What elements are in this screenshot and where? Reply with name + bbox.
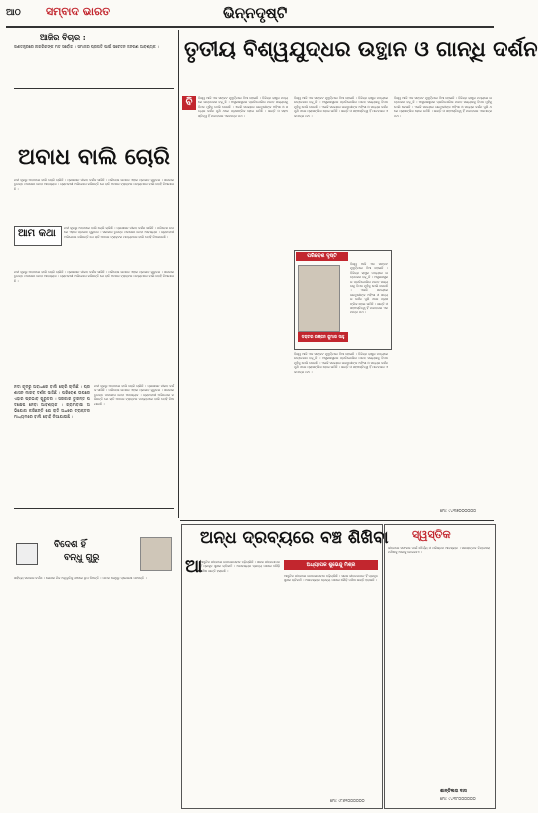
main-col-1: ବିଶ୍ୱ ଆଜି ଏକ ସଙ୍କଟ ମୁହୂର୍ତ୍ତରେ ଠିଆ ହୋଇଛି । ବିଭିନ୍ନ ରାଷ୍ଟ୍ର ମଧ୍ୟରେ ଉତ୍ତେଜନା ବଢ଼ୁଛି । ଅସ୍ତ୍ରଶସ୍ତ୍ରର ପ୍ରତିଯୋଗିତା ମାନବ ସଭ୍ୟତାକୁ ବିପଦ ମୁହଁକୁ ଠେଲି ଦେଉଛି । ଏଭଳି ସମୟରେ ଗାନ୍ଧିଜୀଙ୍କ ଅହିଂସା ଓ ସତ୍ୟର ଦର୍ଶନ ପୁଣି ଥରେ ପ୍ରାସଙ୍ଗିକ ହୋଇ ଉଠିଛି । ଶାନ୍ତି ଓ ସହଅସ୍ତିତ୍ୱ ହିଁ ମାନବତାର ଏକମାତ୍ର ପଥ । — [198, 96, 288, 118]
column-title-1: ବିଦେଶ ହିଁ — [54, 540, 86, 550]
column-title-2: ବନ୍ଧୁ ଗୁରୁ — [64, 553, 100, 563]
column-divider — [178, 30, 179, 518]
main-col-2-top: ବିଶ୍ୱ ଆଜି ଏକ ସଙ୍କଟ ମୁହୂର୍ତ୍ତରେ ଠିଆ ହୋଇଛି । ବିଭିନ୍ନ ରାଷ୍ଟ୍ର ମଧ୍ୟରେ ଉତ୍ତେଜନା ବଢ଼ୁଛି । ଅସ୍ତ୍ରଶସ୍ତ୍ରର ପ୍ରତିଯୋଗିତା ମାନବ ସଭ୍ୟତାକୁ ବିପଦ ମୁହଁକୁ ଠେଲି ଦେଉଛି । ଏଭଳି ସମୟରେ ଗାନ୍ଧିଜୀଙ୍କ ଅହିଂସା ଓ ସତ୍ୟର ଦର୍ଶନ ପୁଣି ଥରେ ପ୍ରାସଙ୍ଗିକ ହୋଇ ଉଠିଛି । ଶାନ୍ତି ଓ ସହଅସ୍ତିତ୍ୱ ହିଁ ମାନବତାର ଏକମାତ୍ର ପଥ । — [294, 96, 388, 118]
editorial-body-mid: ନଦୀ କୂଳରୁ ଅବାଧରେ ବାଲି ଚୋରି ଚାଲିଛି । ପ୍ରଶାସନ ନୀରବ ଦର୍ଶକ ସାଜିଛି । ପରିବେଶ ଉପରେ ଏହାର ପ୍ରଭାବ ଗୁରୁତର । ସରକାର ତୁରନ୍ତ ପଦକ୍ଷେପ ନେବା ଆବଶ୍ୟକ । ଗ୍ରାମବାସୀ ଅଭିଯୋଗ କରିଛନ୍ତି ଯେ ରାତି ଅଧରେ ଟ୍ରାକ୍ଟର ମାଧ୍ୟମରେ ବାଲି ବୋହି ନିଆଯାଉଛି । — [64, 226, 174, 239]
main-dropcap: ବି — [182, 96, 196, 110]
feature-col-1: ଆଧୁନିକ ଜୀବନରେ ଉପଭୋଗବାଦ ବଢ଼ିଚାଲିଛି । ସରଳ ଜୀବନଯାପନ ହିଁ ପ୍ରକୃତ ସୁଖର ଚାବିକାଠି । ଅନାବଶ୍ୟକ ଦ୍ରବ୍ୟ ପଛରେ ଦୌଡ଼ି ମଣିଷ ଶାନ୍ତି ହରାଉଛି । — [200, 560, 280, 573]
editorial-body-bold: ନଦୀ କୂଳରୁ ଅବାଧରେ ବାଲି ଚୋରି ଚାଲିଛି । ପ୍ରଶାସନ ନୀରବ ଦର୍ଶକ ସାଜିଛି । ପରିବେଶ ଉପରେ ଏହାର ପ୍ରଭାବ ଗୁରୁତର । ସରକାର ତୁରନ୍ତ ପଦକ୍ଷେପ ନେବା ଆବଶ୍ୟକ । ଗ୍ରାମବାସୀ ଅଭିଯୋଗ କରିଛନ୍ତି ଯେ ରାତି ଅଧରେ ଟ୍ରାକ୍ଟର ମାଧ୍ୟମରେ ବାଲି ବୋହି ନିଆଯାଉଛି । — [14, 384, 90, 419]
editorial-body-top: ନଦୀ କୂଳରୁ ଅବାଧରେ ବାଲି ଚୋରି ଚାଲିଛି । ପ୍ରଶାସନ ନୀରବ ଦର୍ଶକ ସାଜିଛି । ପରିବେଶ ଉପରେ ଏହାର ପ୍ରଭାବ ଗୁରୁତର । ସରକାର ତୁରନ୍ତ ପଦକ୍ଷେପ ନେବା ଆବଶ୍ୟକ । ଗ୍ରାମବାସୀ ଅଭିଯୋଗ କରିଛନ୍ତି ଯେ ରାତି ଅଧରେ ଟ୍ରାକ୍ଟର ମାଧ୍ୟମରେ ବାଲି ବୋହି ନିଆଯାଉଛି । — [14, 178, 174, 191]
author-label: ପରିବେଶ ଦୃଷ୍ଟି — [296, 252, 348, 261]
author-box-text: ବିଶ୍ୱ ଆଜି ଏକ ସଙ୍କଟ ମୁହୂର୍ତ୍ତରେ ଠିଆ ହୋଇଛି । ବିଭିନ୍ନ ରାଷ୍ଟ୍ର ମଧ୍ୟରେ ଉତ୍ତେଜନା ବଢ଼ୁଛି । ଅସ୍ତ୍ରଶସ୍ତ୍ରର ପ୍ରତିଯୋଗିତା ମାନବ ସଭ୍ୟତାକୁ ବିପଦ ମୁହଁକୁ ଠେଲି ଦେଉଛି । ଏଭଳି ସମୟରେ ଗାନ୍ଧିଜୀଙ୍କ ଅହିଂସା ଓ ସତ୍ୟର ଦର୍ଶନ ପୁଣି ଥରେ ପ୍ରାସଙ୍ଗିକ ହୋଇ ଉଠିଛି । ଶାନ୍ତି ଓ ସହଅସ୍ତିତ୍ୱ ହିଁ ମାନବତାର ଏକମାତ୍ର ପଥ । — [350, 262, 388, 315]
author-photo — [298, 265, 340, 332]
main-col-2-bottom: ବିଶ୍ୱ ଆଜି ଏକ ସଙ୍କଟ ମୁହୂର୍ତ୍ତରେ ଠିଆ ହୋଇଛି । ବିଭିନ୍ନ ରାଷ୍ଟ୍ର ମଧ୍ୟରେ ଉତ୍ତେଜନା ବଢ଼ୁଛି । ଅସ୍ତ୍ରଶସ୍ତ୍ରର ପ୍ରତିଯୋଗିତା ମାନବ ସଭ୍ୟତାକୁ ବିପଦ ମୁହଁକୁ ଠେଲି ଦେଉଛି । ଏଭଳି ସମୟରେ ଗାନ୍ଧିଜୀଙ୍କ ଅହିଂସା ଓ ସତ୍ୟର ଦର୍ଶନ ପୁଣି ଥରେ ପ୍ରାସଙ୍ଗିକ ହୋଇ ଉଠିଛି । ଶାନ୍ତି ଓ ସହଅସ୍ତିତ୍ୱ ହିଁ ମାନବତାର ଏକମାତ୍ର ପଥ । — [294, 352, 388, 374]
main-footer: ମୋ: ୯୪୩୭୦୦୦୦୦୦ — [440, 508, 477, 513]
column-logo — [16, 543, 38, 565]
section-title: ଭିନ୍ନଦୃଷ୍ଟି — [223, 4, 288, 22]
column-author-photo — [140, 537, 172, 571]
editorial-body-right: ନଦୀ କୂଳରୁ ଅବାଧରେ ବାଲି ଚୋରି ଚାଲିଛି । ପ୍ରଶାସନ ନୀରବ ଦର୍ଶକ ସାଜିଛି । ପରିବେଶ ଉପରେ ଏହାର ପ୍ରଭାବ ଗୁରୁତର । ସରକାର ତୁରନ୍ତ ପଦକ୍ଷେପ ନେବା ଆବଶ୍ୟକ । ଗ୍ରାମବାସୀ ଅଭିଯୋଗ କରିଛନ୍ତି ଯେ ରାତି ଅଧରେ ଟ୍ରାକ୍ଟର ମାଧ୍ୟମରେ ବାଲି ବୋହି ନିଆଯାଉଛି । — [94, 384, 174, 406]
main-headline: ତୃତୀୟ ବିଶ୍ୱଯୁଦ୍ଧର ଉତ୍ଥାନ ଓ ଗାନ୍ଧି ଦର୍ଶନ — [184, 36, 538, 61]
column-body: ସାହିତ୍ୟ ସମାଜର ଦର୍ପଣ । ଲେଖକ ନିଜ ଅନୁଭୂତିକୁ ଶବ୍ଦରେ ରୂପ ଦିଅନ୍ତି । ପାଠକ ସେଥିରୁ ପ୍ରେରଣା ପାଆନ୍ତି । — [14, 576, 147, 580]
editorial-subhead: ଆମ କଥା — [18, 228, 56, 239]
sidebar-footer: ମୋ: ୯୪୩୮୦୦୦୦୦୦ — [440, 796, 476, 801]
sidebar-author: ଶାନ୍ତିଲତା ଦାସ — [440, 789, 467, 794]
feature-headline: ଅନ୍ଧ ଦ୍ରବ୍ୟରେ ବଞ୍ଚ ଶିଖିବା — [200, 528, 389, 548]
sidebar-body: ଜୀବନରେ ସଫଳତା ପାଇଁ ଧୈର୍ଯ୍ୟ ଓ ପରିଶ୍ରମ ଆବଶ୍ୟକ । ସକାରାତ୍ମକ ଚିନ୍ତାଧାରା ମଣିଷକୁ ଆଗକୁ ନେଇଯାଏ । — [388, 546, 490, 555]
sidebar-title: ସ୍ୱସ୍ତିକ — [412, 528, 451, 541]
masthead: ସମ୍ବାଦ ଭାରତ — [46, 5, 111, 18]
feature-dropcap: ଆ — [185, 556, 203, 577]
header-rule — [6, 26, 494, 28]
editorial-headline: ଅବାଧ ବାଲି ଚୋରି — [18, 144, 170, 170]
feature-col-2: ଆଧୁନିକ ଜୀବନରେ ଉପଭୋଗବାଦ ବଢ଼ିଚାଲିଛି । ସରଳ ଜୀବନଯାପନ ହିଁ ପ୍ରକୃତ ସୁଖର ଚାବିକାଠି । ଅନାବଶ୍ୟକ ଦ୍ରବ୍ୟ ପଛରେ ଦୌଡ଼ି ମଣିଷ ଶାନ୍ତି ହରାଉଛି । — [284, 574, 378, 583]
main-col-3: ବିଶ୍ୱ ଆଜି ଏକ ସଙ୍କଟ ମୁହୂର୍ତ୍ତରେ ଠିଆ ହୋଇଛି । ବିଭିନ୍ନ ରାଷ୍ଟ୍ର ମଧ୍ୟରେ ଉତ୍ତେଜନା ବଢ଼ୁଛି । ଅସ୍ତ୍ରଶସ୍ତ୍ରର ପ୍ରତିଯୋଗିତା ମାନବ ସଭ୍ୟତାକୁ ବିପଦ ମୁହଁକୁ ଠେଲି ଦେଉଛି । ଏଭଳି ସମୟରେ ଗାନ୍ଧିଜୀଙ୍କ ଅହିଂସା ଓ ସତ୍ୟର ଦର୍ଶନ ପୁଣି ଥରେ ପ୍ରାସଙ୍ଗିକ ହୋଇ ଉଠିଛି । ଶାନ୍ତି ଓ ସହଅସ୍ତିତ୍ୱ ହିଁ ମାନବତାର ଏକମାତ୍ର ପଥ । — [394, 96, 492, 118]
main-end-rule — [180, 520, 494, 521]
editorial-end-rule — [14, 508, 174, 509]
editorial-kicker: ଆଜିର ବିଚାର : — [40, 32, 86, 42]
author-name: ଡକ୍ଟର ରଞ୍ଜନ କୁମାର ସାହୁ — [298, 332, 348, 342]
feature-author: ଅଧ୍ୟାପକ ଶୁଭେନ୍ଦୁ ମିଶ୍ର — [284, 560, 378, 570]
editorial-body: ନଦୀ କୂଳରୁ ଅବାଧରେ ବାଲି ଚୋରି ଚାଲିଛି । ପ୍ରଶାସନ ନୀରବ ଦର୍ଶକ ସାଜିଛି । ପରିବେଶ ଉପରେ ଏହାର ପ୍ରଭାବ ଗୁରୁତର । ସରକାର ତୁରନ୍ତ ପଦକ୍ଷେପ ନେବା ଆବଶ୍ୟକ । ଗ୍ରାମବାସୀ ଅଭିଯୋଗ କରିଛନ୍ତି ଯେ ରାତି ଅଧରେ ଟ୍ରାକ୍ଟର ମାଧ୍ୟମରେ ବାଲି ବୋହି ନିଆଯାଉଛି । — [14, 270, 174, 283]
page-number: ଆଠ — [6, 8, 21, 18]
feature-footer: ମୋ: ୯୮୬୧୦୦୦୦୦୦ — [330, 798, 365, 803]
editorial-intro: ଗଣତନ୍ତ୍ରରେ ନାଗରିକଙ୍କ ମତ ସର୍ବୋଚ୍ଚ । ସମାଜର ପ୍ରଗତି ପାଇଁ ସଚେତନ ଜନଗଣ ଆବଶ୍ୟକ । — [14, 44, 159, 49]
editorial-rule — [14, 88, 174, 89]
